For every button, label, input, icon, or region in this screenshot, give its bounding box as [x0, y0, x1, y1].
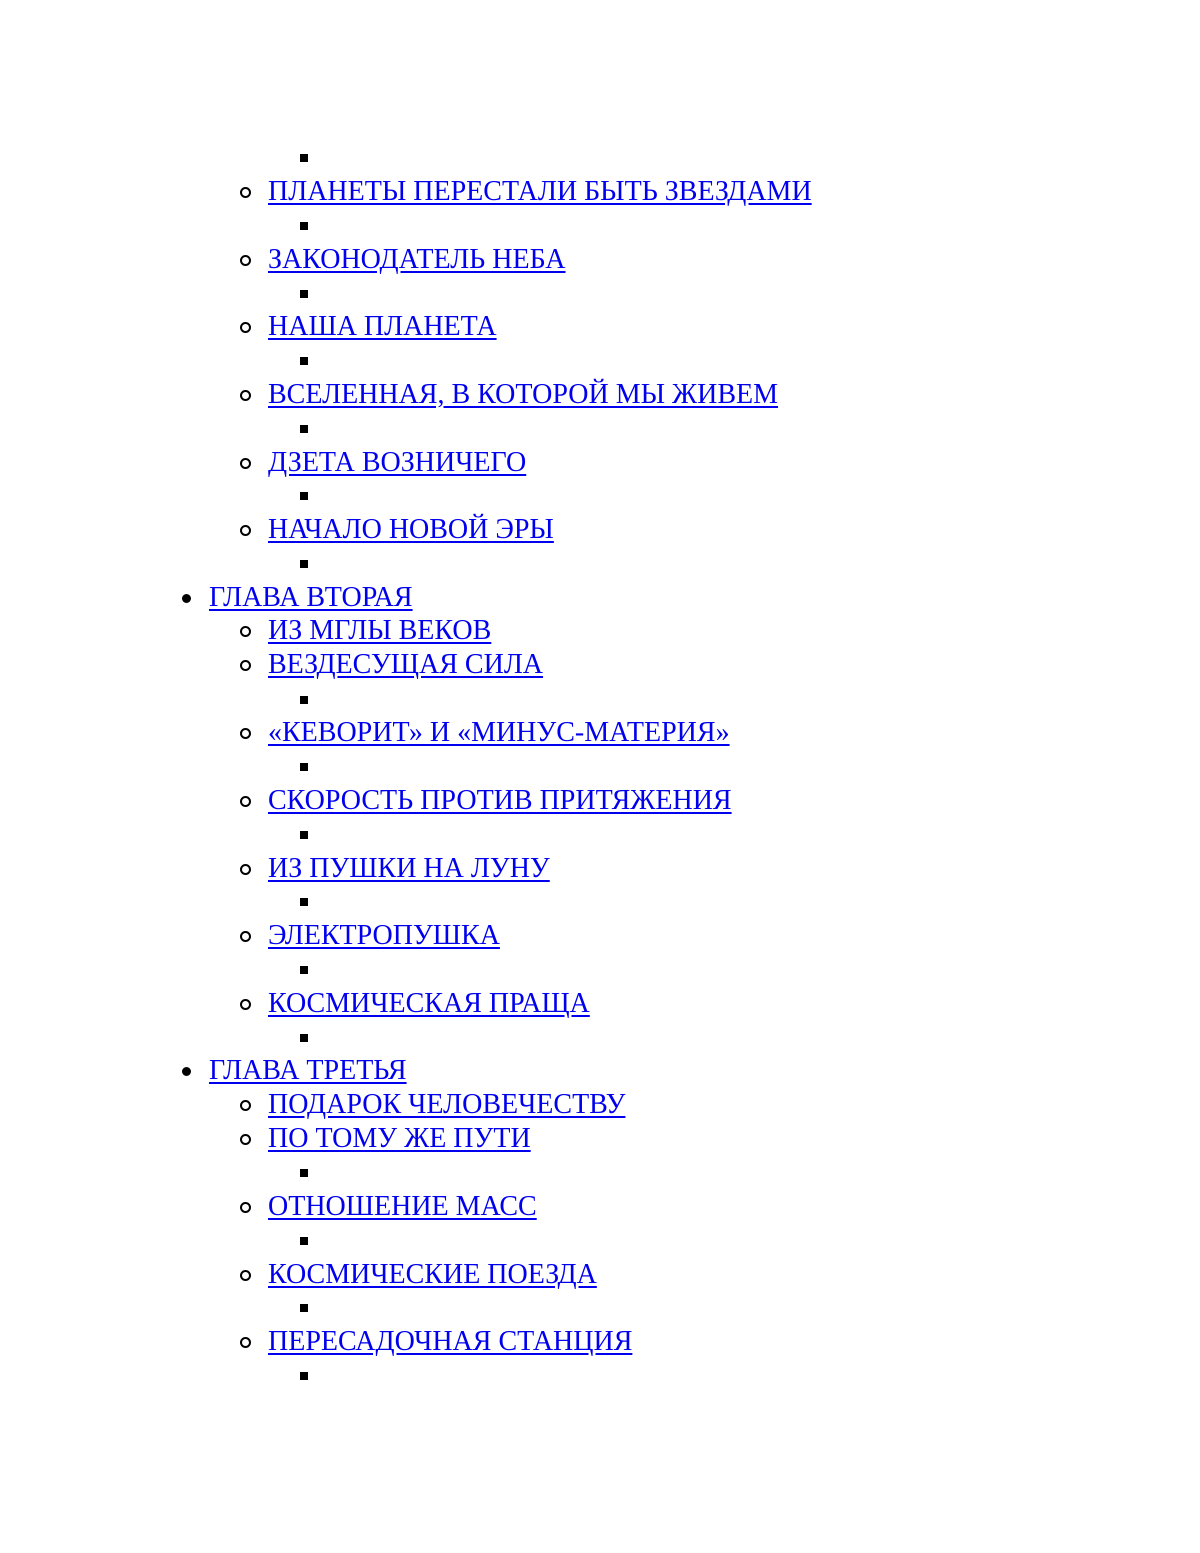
square-bullet-icon — [300, 1304, 308, 1312]
circle-bullet-icon — [240, 1337, 251, 1348]
square-bullet-icon — [300, 1372, 308, 1380]
circle-bullet-icon — [240, 626, 251, 637]
square-bullet-icon — [300, 560, 308, 568]
circle-bullet-icon — [240, 1202, 251, 1213]
toc-item[interactable] — [268, 1258, 597, 1292]
toc-item[interactable] — [268, 446, 526, 480]
circle-bullet-icon — [240, 999, 251, 1010]
circle-bullet-icon — [240, 1100, 251, 1111]
toc-link[interactable]: ЗАКОНОДАТЕЛЬ НЕБА — [268, 244, 566, 275]
toc-item[interactable] — [268, 987, 590, 1021]
toc-item[interactable] — [268, 1325, 632, 1359]
circle-bullet-icon — [240, 660, 251, 671]
toc-link[interactable]: ПОДАРОК ЧЕЛОВЕЧЕСТВУ — [268, 1089, 626, 1120]
square-bullet-icon — [300, 696, 308, 704]
toc-link[interactable]: НАЧАЛО НОВОЙ ЭРЫ — [268, 514, 554, 545]
disc-bullet-icon — [182, 594, 191, 603]
square-bullet-icon — [300, 831, 308, 839]
square-bullet-icon — [300, 1237, 308, 1245]
circle-bullet-icon — [240, 458, 251, 469]
circle-bullet-icon — [240, 728, 251, 739]
toc-item[interactable] — [268, 1088, 625, 1122]
toc-link[interactable]: КОСМИЧЕСКИЕ ПОЕЗДА — [268, 1259, 597, 1290]
toc-link[interactable]: ПЛАНЕТЫ ПЕРЕСТАЛИ БЫТЬ ЗВЕЗДАМИ — [268, 176, 812, 207]
square-bullet-icon — [300, 154, 308, 162]
toc-item[interactable] — [268, 1122, 531, 1156]
toc-link[interactable]: СКОРОСТЬ ПРОТИВ ПРИТЯЖЕНИЯ — [268, 785, 732, 816]
toc-link[interactable]: КОСМИЧЕСКАЯ ПРАЩА — [268, 988, 590, 1019]
toc-item[interactable] — [268, 852, 550, 886]
circle-bullet-icon — [240, 525, 251, 536]
toc-item[interactable] — [268, 614, 491, 648]
square-bullet-icon — [300, 290, 308, 298]
toc-link[interactable]: ЭЛЕКТРОПУШКА — [268, 920, 500, 951]
toc-link[interactable]: ДЗЕТА ВОЗНИЧЕГО — [268, 447, 527, 478]
chapter-title[interactable] — [209, 1054, 407, 1088]
square-bullet-icon — [300, 357, 308, 365]
square-bullet-icon — [300, 1169, 308, 1177]
square-bullet-icon — [300, 898, 308, 906]
toc-item[interactable] — [268, 919, 500, 953]
square-bullet-icon — [300, 763, 308, 771]
square-bullet-icon — [300, 1034, 308, 1042]
chapter-link[interactable]: ГЛАВА ТРЕТЬЯ — [209, 1055, 407, 1086]
toc-link[interactable]: НАША ПЛАНЕТА — [268, 311, 497, 342]
square-bullet-icon — [300, 425, 308, 433]
toc-link[interactable]: ПЕРЕСАДОЧНАЯ СТАНЦИЯ — [268, 1326, 633, 1357]
circle-bullet-icon — [240, 931, 251, 942]
circle-bullet-icon — [240, 187, 251, 198]
toc-item[interactable] — [268, 648, 543, 682]
toc-link[interactable]: ВСЕЛЕННАЯ, В КОТОРОЙ МЫ ЖИВЕМ — [268, 379, 779, 410]
toc-link[interactable]: «КЕВОРИТ» И «МИНУС-МАТЕРИЯ» — [268, 717, 730, 748]
circle-bullet-icon — [240, 864, 251, 875]
toc-link[interactable]: ПО ТОМУ ЖЕ ПУТИ — [268, 1123, 531, 1154]
disc-bullet-icon — [182, 1067, 191, 1076]
toc-item[interactable] — [268, 175, 812, 209]
circle-bullet-icon — [240, 390, 251, 401]
toc-item[interactable] — [268, 513, 554, 547]
toc-link[interactable]: ВЕЗДЕСУЩАЯ СИЛА — [268, 649, 544, 680]
chapter-title[interactable] — [209, 581, 413, 615]
toc-link[interactable]: ОТНОШЕНИЕ МАСС — [268, 1191, 537, 1222]
toc-item[interactable] — [268, 378, 778, 412]
circle-bullet-icon — [240, 1134, 251, 1145]
toc-link[interactable]: ИЗ МГЛЫ ВЕКОВ — [268, 615, 492, 646]
square-bullet-icon — [300, 966, 308, 974]
circle-bullet-icon — [240, 322, 251, 333]
circle-bullet-icon — [240, 1270, 251, 1281]
toc-item[interactable] — [268, 784, 732, 818]
toc-item[interactable] — [268, 1190, 537, 1224]
square-bullet-icon — [300, 492, 308, 500]
toc-item[interactable] — [268, 243, 566, 277]
circle-bullet-icon — [240, 796, 251, 807]
toc-link[interactable]: ИЗ ПУШКИ НА ЛУНУ — [268, 853, 550, 884]
toc-item[interactable] — [268, 716, 730, 750]
square-bullet-icon — [300, 222, 308, 230]
chapter-link[interactable]: ГЛАВА ВТОРАЯ — [209, 582, 413, 613]
circle-bullet-icon — [240, 255, 251, 266]
toc-item[interactable] — [268, 310, 497, 344]
